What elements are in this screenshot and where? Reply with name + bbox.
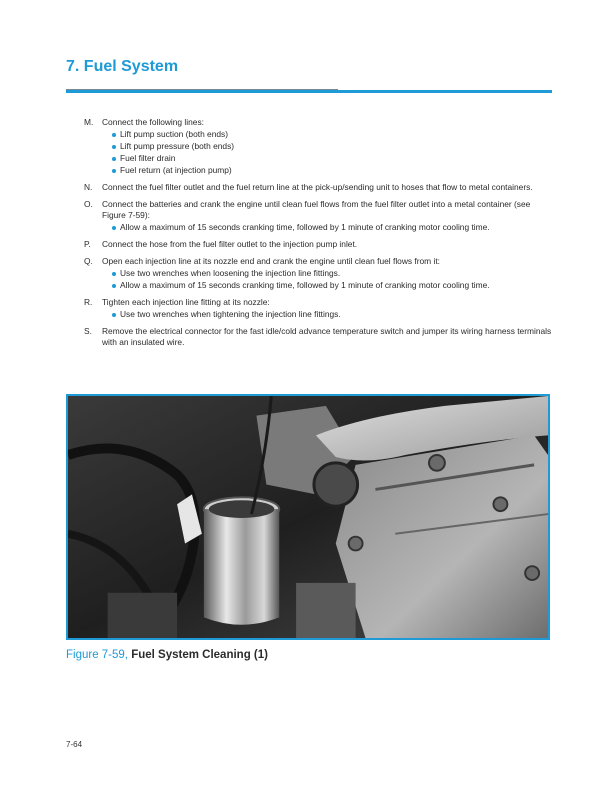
step-bullet: Lift pump pressure (both ends) bbox=[112, 141, 554, 152]
procedure-steps bbox=[84, 117, 554, 354]
step-text: Connect the hose from the fuel filter outlet to the injection pump inlet. bbox=[102, 239, 358, 249]
step-bullet-list bbox=[102, 309, 554, 320]
procedure-step bbox=[84, 117, 554, 176]
figure-caption bbox=[66, 649, 268, 661]
procedure-step bbox=[84, 256, 554, 291]
title-divider bbox=[66, 90, 552, 93]
step-letter: P. bbox=[84, 239, 91, 249]
figure-photo bbox=[66, 394, 550, 640]
procedure-step bbox=[84, 199, 554, 233]
step-letter: M. bbox=[84, 117, 94, 127]
figure-title: Fuel System Cleaning (1) bbox=[131, 649, 268, 661]
step-bullet: Allow a maximum of 15 seconds cranking time, followed by 1 minute of cranking motor cooling time. bbox=[112, 280, 554, 291]
step-letter: O. bbox=[84, 199, 93, 209]
step-bullet: Use two wrenches when loosening the injection line fittings. bbox=[112, 268, 554, 279]
procedure-step bbox=[84, 239, 554, 250]
page-number: 7-64 bbox=[66, 740, 83, 749]
step-text: Connect the fuel filter outlet and the fuel return line at the pick-up/sending unit to hoses that flow to metal containers. bbox=[102, 182, 533, 192]
procedure-step bbox=[84, 182, 554, 193]
step-text: Connect the following lines: bbox=[102, 117, 204, 127]
procedure-step bbox=[84, 297, 554, 320]
step-letter: S. bbox=[84, 326, 92, 336]
step-text: Connect the batteries and crank the engine until clean fuel flows from the fuel filter outlet into a metal container (see Figure 7-59): bbox=[102, 199, 531, 220]
page-title: 7. Fuel System bbox=[66, 58, 179, 75]
step-letter: R. bbox=[84, 297, 93, 307]
step-bullet-list bbox=[102, 129, 554, 176]
procedure-step bbox=[84, 326, 554, 348]
step-bullet: Fuel filter drain bbox=[112, 153, 554, 164]
step-bullet-list bbox=[102, 268, 554, 291]
step-text: Open each injection line at its nozzle end and crank the engine until clean fuel flows from it: bbox=[102, 256, 440, 266]
step-bullet: Lift pump suction (both ends) bbox=[112, 129, 554, 140]
step-letter: Q. bbox=[84, 256, 93, 266]
engine-photo-icon bbox=[68, 396, 548, 638]
figure-number: Figure 7-59, bbox=[66, 649, 129, 661]
step-bullet: Allow a maximum of 15 seconds cranking time, followed by 1 minute of cranking motor cooling time. bbox=[112, 222, 554, 233]
step-text: Remove the electrical connector for the fast idle/cold advance temperature switch and jumper its wiring harness terminals with an insulated wire. bbox=[102, 326, 552, 347]
step-text: Tighten each injection line fitting at its nozzle: bbox=[102, 297, 270, 307]
step-bullet: Use two wrenches when tightening the injection line fittings. bbox=[112, 309, 554, 320]
step-bullet-list bbox=[102, 222, 554, 233]
step-letter: N. bbox=[84, 182, 93, 192]
step-bullet: Fuel return (at injection pump) bbox=[112, 165, 554, 176]
